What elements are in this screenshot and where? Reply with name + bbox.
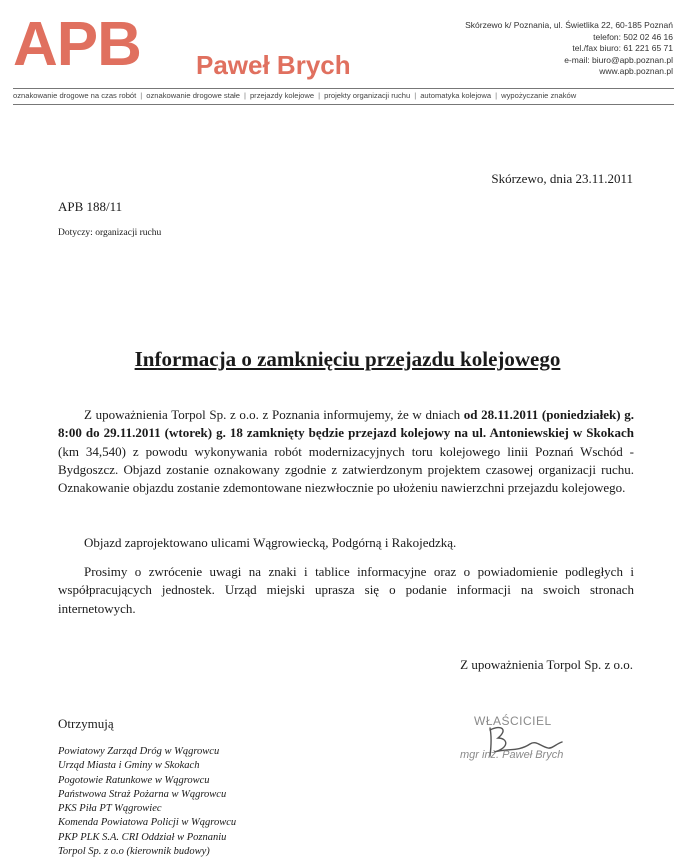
- stamp-name: mgr inż. Paweł Brych: [460, 749, 564, 761]
- paragraph-text: (km 34,540) z powodu wykonywania robót modernizacyjnych toru kolejowego linii Poznań Wschód - Bydgoszcz. Objazd zostanie oznakowany zgodnie z zatwierdzonym projektem czasowej organizacji ruchu. Oznakowanie objazdu zostanie zdemontowane niezwłocznie po ułożeniu nawierzchni przejazdu kolejowego.: [58, 443, 634, 496]
- reference-number: APB 188/11: [58, 199, 123, 214]
- recipients-list: [58, 745, 236, 859]
- header-rule-top: [13, 88, 674, 89]
- recipient-item: Powiatowy Zarząd Dróg w Wągrowcu: [58, 746, 220, 757]
- service-item: automatyka kolejowa: [420, 91, 492, 100]
- separator: |: [140, 91, 143, 100]
- company-logo: APB: [13, 10, 141, 79]
- letter-date: Skórzewo, dnia 23.11.2011: [491, 171, 633, 186]
- paragraph-request: Prosimy o zwrócenie uwagi na znaki i tablice informacyjne oraz o powiadomienie podległych i współpracujących jednostek. Urząd miejski uprasza się o podanie informacji na swoich stronach internetowych.: [58, 564, 634, 616]
- separator: |: [243, 91, 246, 100]
- service-item: przejazdy kolejowe: [249, 91, 315, 100]
- closure-details: od 28.11.2011 (poniedziałek) g. 8:00 do 29.11.2011 (wtorek) g. 18 zamknięty będzie przejazd kolejowy na ul. Antoniewskiej w Skokach: [58, 407, 634, 441]
- subject-line: Dotyczy: organizacji ruchu: [58, 228, 162, 238]
- recipient-item: PKP PLK S.A. CRI Oddział w Poznaniu: [58, 831, 227, 843]
- service-item: oznakowanie drogowe na czas robót: [13, 91, 137, 100]
- service-item: oznakowanie drogowe stałe: [146, 91, 240, 100]
- owner-name: Paweł Brych: [196, 50, 351, 80]
- recipient-item: PKS Piła PT Wągrowiec: [58, 803, 162, 815]
- paragraph-text: Z upoważnienia Torpol Sp. z o.o. z Poznania informujemy, że w dniach: [84, 407, 464, 422]
- contact-block: [413, 20, 673, 78]
- contact-fax: tel./fax biuro: 61 221 65 71: [572, 43, 673, 53]
- recipient-item: Pogotowie Ratunkowe w Wągrowcu: [58, 774, 210, 786]
- separator: |: [318, 91, 321, 100]
- letter-title: Informacja o zamknięciu przejazdu kolejowego: [134, 347, 561, 371]
- paragraph-announcement: [58, 406, 634, 497]
- contact-website: www.apb.poznan.pl: [599, 66, 673, 76]
- separator: |: [495, 91, 498, 100]
- stamp-title: WŁAŚCICIEL: [474, 714, 552, 728]
- service-item: projekty organizacji ruchu: [324, 91, 411, 100]
- recipient-item: Państwowa Straż Pożarna w Wągrowcu: [58, 788, 227, 800]
- service-item: wypożyczanie znaków: [501, 91, 577, 100]
- paragraph-detour: Objazd zaprojektowano ulicami Wągrowiecką, Podgórną i Rakojedzką.: [84, 535, 457, 550]
- header-rule-bottom: [13, 104, 674, 105]
- contact-email: e-mail: biuro@apb.poznan.pl: [564, 54, 673, 65]
- closing-line: Z upoważnienia Torpol Sp. z o.o.: [460, 657, 633, 672]
- recipient-item: Komenda Powiatowa Policji w Wągrowcu: [58, 817, 237, 829]
- separator: |: [414, 91, 417, 100]
- contact-phone: telefon: 502 02 46 16: [593, 31, 673, 42]
- contact-address: Skórzewo k/ Poznania, ul. Świetlika 22, 60-185 Poznań: [465, 20, 673, 30]
- recipient-item: Urząd Miasta i Gminy w Skokach: [58, 760, 200, 772]
- recipients-heading: Otrzymują: [58, 716, 114, 731]
- recipient-item: Torpol Sp. z o.o (kierownik budowy): [58, 846, 210, 858]
- services-strip: [13, 91, 674, 101]
